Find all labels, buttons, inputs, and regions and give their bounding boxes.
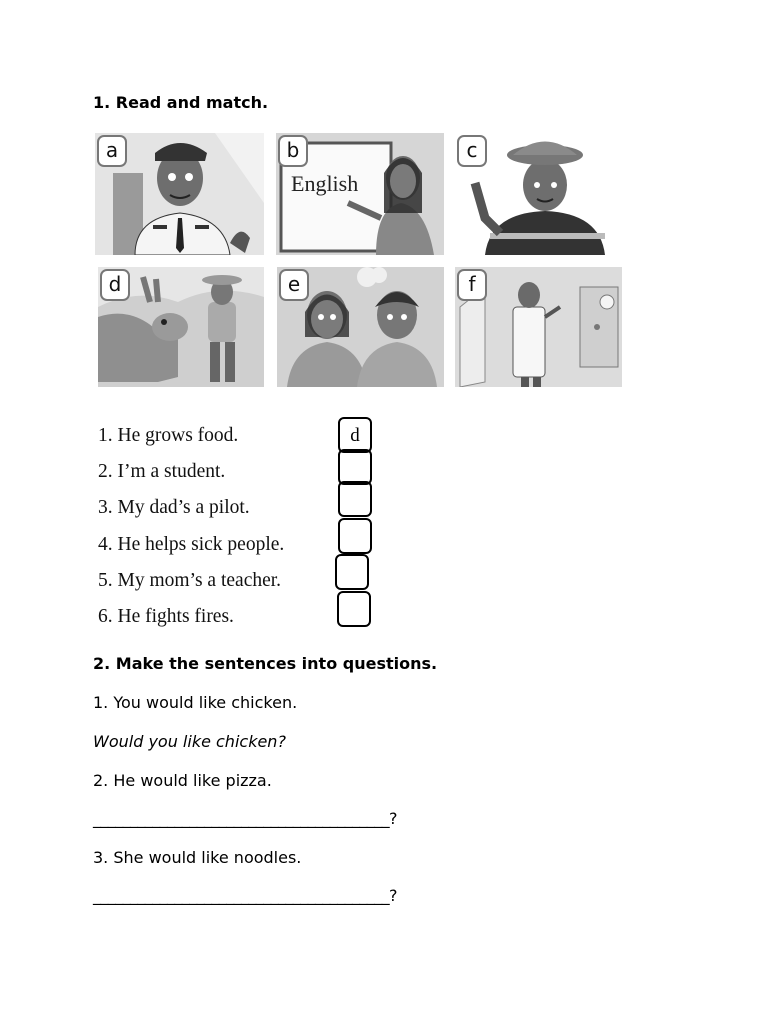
picture-letter-d: d xyxy=(100,269,130,301)
answer-box-1[interactable]: d xyxy=(338,417,372,453)
picture-b-teacher xyxy=(276,133,444,255)
answer-line-2[interactable]: ________________________________________? xyxy=(93,809,397,828)
picture-a-pilot xyxy=(95,133,264,255)
picture-c-firefighter xyxy=(455,133,615,255)
answer-box-3[interactable] xyxy=(338,481,372,517)
answer-box-6[interactable] xyxy=(337,591,371,627)
section1-heading: 1. Read and match. xyxy=(93,93,269,112)
answer-line-3[interactable]: ________________________________________? xyxy=(93,886,397,905)
match-item-2: 2. I’m a student. xyxy=(98,461,226,482)
picture-d-farmer xyxy=(98,267,264,387)
picture-letter-a: a xyxy=(97,135,127,167)
picture-letter-c: c xyxy=(457,135,487,167)
board-text: English xyxy=(291,171,359,196)
match-item-6: 6. He fights fires. xyxy=(98,606,234,627)
match-item-4: 4. He helps sick people. xyxy=(98,534,285,555)
match-item-3: 3. My dad’s a pilot. xyxy=(98,497,250,518)
answer-box-4[interactable] xyxy=(338,518,372,554)
question-1: 1. You would like chicken. xyxy=(93,693,298,712)
match-item-1: 1. He grows food. xyxy=(98,425,239,446)
picture-letter-f: f xyxy=(457,269,487,301)
answer-box-5[interactable] xyxy=(335,554,369,590)
answer-1: Would you like chicken? xyxy=(93,732,286,751)
picture-e-students xyxy=(277,267,444,387)
match-item-5: 5. My mom’s a teacher. xyxy=(98,570,282,591)
question-2: 2. He would like pizza. xyxy=(93,771,272,790)
question-3: 3. She would like noodles. xyxy=(93,848,302,867)
picture-letter-e: e xyxy=(279,269,309,301)
section2-heading: 2. Make the sentences into questions. xyxy=(93,654,438,673)
picture-f-doctor xyxy=(455,267,622,387)
picture-letter-b: b xyxy=(278,135,308,167)
answer-box-2[interactable] xyxy=(338,449,372,485)
